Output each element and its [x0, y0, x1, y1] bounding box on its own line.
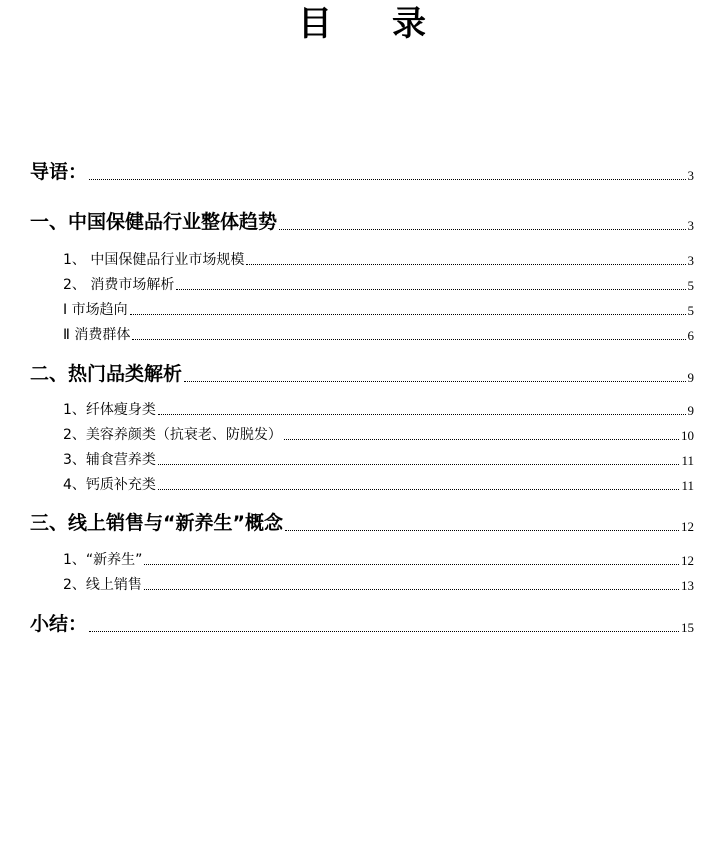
toc-label: 1、纤体瘦身类: [63, 402, 156, 418]
toc-entry-summary[interactable]: [30, 612, 694, 636]
toc-entry-section-1-1[interactable]: [63, 251, 694, 269]
toc-page-number: 3: [687, 168, 694, 183]
toc-label: 1、“新养生”: [63, 552, 143, 568]
dot-leader: [279, 229, 685, 230]
toc-entry-section-1-2[interactable]: [63, 276, 694, 294]
toc-label: 3、辅食营养类: [63, 452, 156, 468]
dot-leader: [132, 339, 685, 340]
toc-entry-section-3[interactable]: [30, 511, 694, 535]
toc-page-number: 11: [681, 478, 694, 493]
toc-page-number: 9: [687, 403, 694, 418]
dot-leader: [144, 589, 679, 590]
dot-leader: [184, 381, 685, 382]
dot-leader: [158, 489, 680, 490]
toc-entry-section-2[interactable]: [30, 362, 694, 386]
toc-entry-section-3-1[interactable]: [63, 551, 694, 569]
toc-label: 4、钙质补充类: [63, 477, 156, 493]
title-char-1: 目: [298, 4, 332, 44]
toc-page-number: 5: [687, 303, 694, 318]
dot-leader: [89, 631, 679, 632]
toc-page-number: 3: [687, 218, 694, 233]
toc-page-number: 9: [687, 370, 694, 385]
dot-leader: [246, 264, 685, 265]
toc-label: 三、线上销售与“新养生”概念: [30, 512, 283, 534]
toc-label: Ⅰ 市场趋向: [63, 302, 128, 318]
toc-page-number: 5: [687, 278, 694, 293]
toc-entry-section-1[interactable]: [30, 210, 694, 234]
toc-entry-section-1-2-2[interactable]: [63, 326, 694, 344]
toc-entry-section-2-4[interactable]: [63, 476, 694, 494]
dot-leader: [158, 464, 680, 465]
toc-entry-section-2-2[interactable]: [63, 426, 694, 444]
dot-leader: [284, 439, 679, 440]
dot-leader: [144, 564, 679, 565]
dot-leader: [176, 289, 685, 290]
toc-page-number: 15: [681, 620, 694, 635]
toc-label: Ⅱ 消费群体: [63, 327, 131, 343]
toc-label: 小结：: [30, 613, 88, 635]
toc-label: 二、热门品类解析: [30, 363, 183, 385]
title-char-2: 录: [392, 4, 426, 44]
toc-page-number: 3: [687, 253, 694, 268]
toc-entry-section-2-3[interactable]: [63, 451, 694, 469]
toc-page-number: 12: [681, 519, 694, 534]
toc-label: 2、线上销售: [63, 577, 142, 593]
dot-leader: [285, 530, 679, 531]
toc-label: 一、中国保健品行业整体趋势: [30, 211, 278, 233]
toc-entry-intro[interactable]: [30, 160, 694, 184]
toc-page-number: 11: [681, 453, 694, 468]
dot-leader: [158, 414, 686, 415]
dot-leader: [130, 314, 686, 315]
toc-page-number: 6: [687, 328, 694, 343]
toc-label: 1、 中国保健品行业市场规模: [63, 252, 245, 268]
toc-entry-section-1-2-1[interactable]: [63, 301, 694, 319]
toc-label: 导语：: [30, 161, 88, 183]
toc-page-number: 10: [681, 428, 694, 443]
toc-label: 2、美容养颜类（抗衰老、防脱发）: [63, 427, 282, 443]
dot-leader: [89, 179, 685, 180]
toc-page-number: 12: [681, 553, 694, 568]
toc-page-number: 13: [681, 578, 694, 593]
toc-entry-section-3-2[interactable]: [63, 576, 694, 594]
toc-label: 2、 消费市场解析: [63, 277, 175, 293]
toc-entry-section-2-1[interactable]: [63, 401, 694, 419]
